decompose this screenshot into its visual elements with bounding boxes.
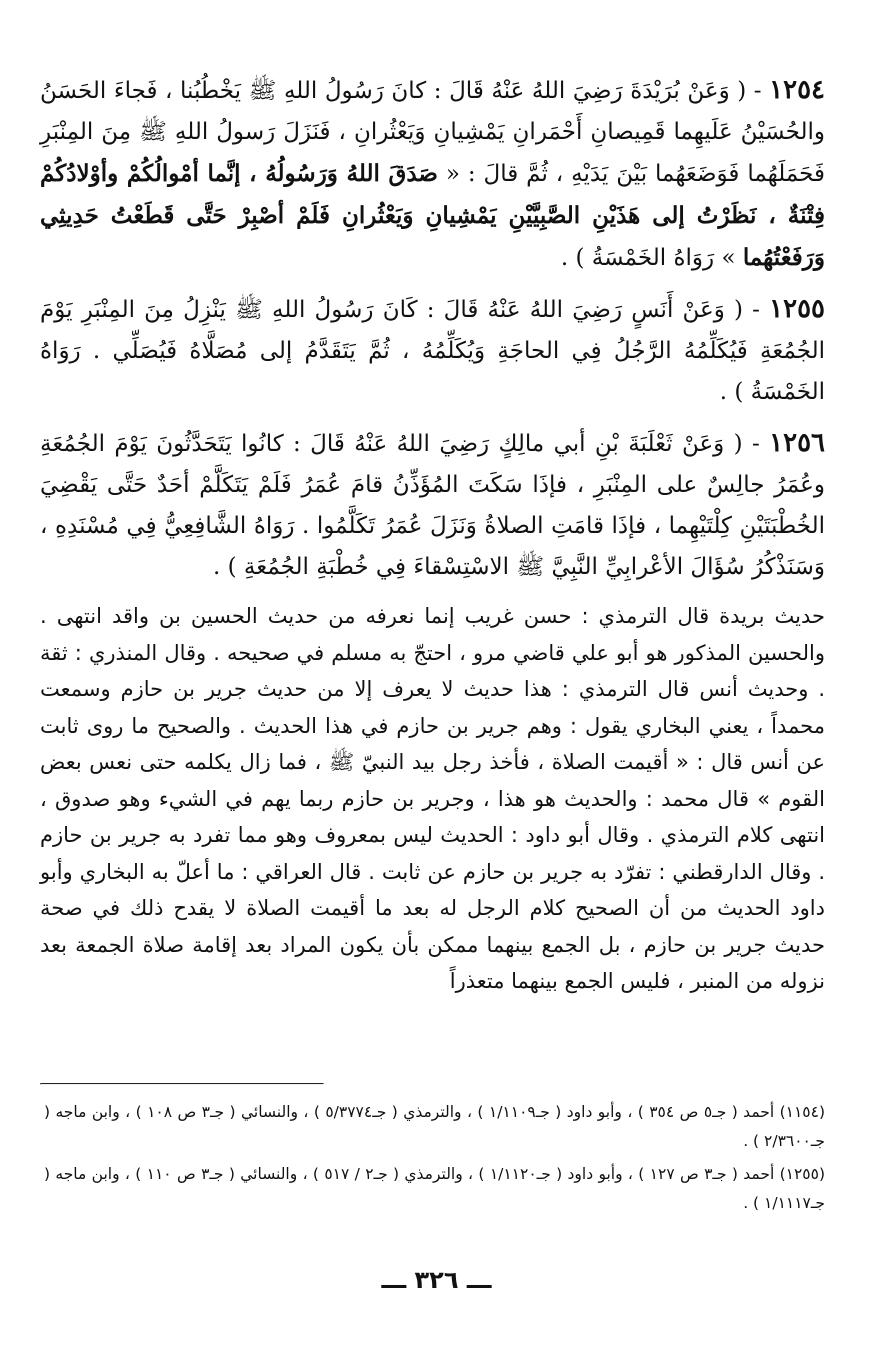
hadith-1254 bbox=[40, 70, 825, 279]
hadith-text: - ( وَعَنْ ثَعْلَبَةَ بْنِ أبي مالِكٍ رَضِيَ اللهُ عَنْهُ قَالَ : كانُوا يَتَحَدَّثُونَ يَوْمَ الجُمُعَةِ وعُمَرُ جالِسٌ على المِنْبَرِ ، فإذَا سَكَتَ المُؤَذِّنُ قامَ عُمَرُ فَلَمْ يَتَكَلَّمْ أحَدٌ حَتَّى يَقْضِيَ الخُطْبَتَيْنِ كِلْتَيْهِما ، فإذَا قامَتِ الصلاةُ وَنَزَلَ عُمَرُ تَكَلَّمُوا . رَوَاهُ الشَّافِعِيُّ فِي مُسْنَدِهِ ، وَسَنَذْكُرُ سُؤَالَ الأعْرابِيِّ النَّبِيَّ ﷺ الاسْتِسْقاءَ فِي خُطْبَةِ الجُمُعَةِ ) . bbox=[40, 431, 825, 580]
commentary: حديث بريدة قال الترمذي : حسن غريب إنما نعرفه من حديث الحسين بن واقد انتهى . والحسين المذكور هو أبو علي قاضي مرو ، احتجّ به مسلم في صحيحه . وقال المنذري : ثقة . وحديث أنس قال الترمذي : هذا حديث لا يعرف إلا من حديث جرير بن حازم وسمعت محمداً ، يعني البخاري يقول : وهم جرير بن حازم في هذا الحديث . والصحيح ما روى ثابت عن أنس قال : « أقيمت الصلاة ، فأخذ رجل بيد النبيّ ﷺ ، فما زال يكلمه حتى نعس بعض القوم » قال محمد : والحديث هو هذا ، وجرير بن حازم ربما يهم في الشيء وهو صدوق ، انتهى كلام الترمذي . وقال أبو داود : الحديث ليس بمعروف وهو مما تفرد به جرير بن حازم . وقال الدارقطني : تفرّد به جرير بن حازم عن ثابت . قال العراقي : ما أعلّ به البخاري وأبو داود الحديث من أن الصحيح كلام الرجل له بعد ما أقيمت الصلاة لا يقدح ذلك في صحة حديث جرير بن حازم ، بل الجمع بينهما ممكن بأن يكون المراد بعد إقامة صلاة الجمعة بعد نزوله من المنبر ، فليس الجمع بينهما متعذراً bbox=[40, 604, 825, 993]
hadith-text: - ( وَعَنْ بُرَيْدَةَ رَضِيَ اللهُ عَنْهُ قَالَ : كانَ رَسُولُ اللهِ ﷺ يَخْطُبُنا ، فَجاءَ الحَسَنُ والحُسَيْنُ عَلَيهِما قَمِيصانِ أَحْمَرانِ يَمْشِيانِ وَيَعْثُرانِ ، فَنَزَلَ رَسولُ اللهِ ﷺ مِنَ المِنْبَرِ فَحَمَلَهُما فَوَضَعَهُما بَيْنَ يَدَيْهِ ، ثُمَّ قالَ : « bbox=[40, 78, 826, 187]
hadith-number: ١٢٥٤ bbox=[769, 75, 825, 105]
hadith-number: ١٢٥٦ bbox=[769, 428, 825, 458]
page-body bbox=[40, 70, 825, 1021]
hadith-number: ١٢٥٥ bbox=[769, 294, 825, 324]
footnote-1255: (١٢٥٥) أحمد ( جـ٣ ص ١٢٧ ) ، وأبو داود ( جـ١/١١٢٠ ) ، والترمذي ( جـ٢ / ٥١٧ ) ، والنسائي ( جـ٣ ص ١١٠ ) ، وابن ماجه ( جـ١/١١١٧ ) . bbox=[44, 1165, 826, 1212]
hadith-1256 bbox=[40, 423, 825, 588]
hadith-bold-text: صَدَقَ اللهُ وَرَسُولُهُ ، إنَّما أمْوالُكُمْ وأوْلادُكُمْ فِتْنَةٌ ، نَظَرْتُ إلى هَذَيْنِ الصَّبِيَّيْنِ يَمْشِيانِ وَيَعْثُرانِ فَلَمْ أصْبِرْ حَتَّى قَطَعْتُ حَدِيثِي وَرَفَعْتُهُما bbox=[40, 160, 825, 271]
footnote-1154: (١١٥٤) أحمد ( جـ٥ ص ٣٥٤ ) ، وأبو داود ( جـ١/١١٠٩ ) ، والترمذي ( جـ٥/٣٧٧٤ ) ، والنسائي ( جـ٣ ص ١٠٨ ) ، وابن ماجه ( جـ٢/٣٦٠٠ ) . bbox=[44, 1103, 826, 1150]
hadith-text: - ( وَعَنْ أَنَسٍ رَضِيَ اللهُ عَنْهُ قَالَ : كَانَ رَسُولُ اللهِ ﷺ يَنْزِلُ مِنَ المِنْبَرِ يَوْمَ الجُمُعَةِ فَيُكَلِّمُهُ الرَّجُلُ فِي الحاجَةِ وَيُكَلِّمُهُ ، ثُمَّ يَتَقَدَّمُ إلى مُصَلَّاهُ فَيُصَلِّي . رَوَاهُ الخَمْسَةُ ) . bbox=[40, 297, 825, 405]
footnotes bbox=[44, 1098, 825, 1222]
footnote-divider bbox=[40, 1083, 324, 1085]
hadith-1255 bbox=[40, 289, 825, 413]
hadith-text-end: » رَوَاهُ الخَمْسَةُ ) . bbox=[560, 245, 743, 271]
page-number: ـــ ٣٢٦ ـــ bbox=[381, 1266, 492, 1294]
